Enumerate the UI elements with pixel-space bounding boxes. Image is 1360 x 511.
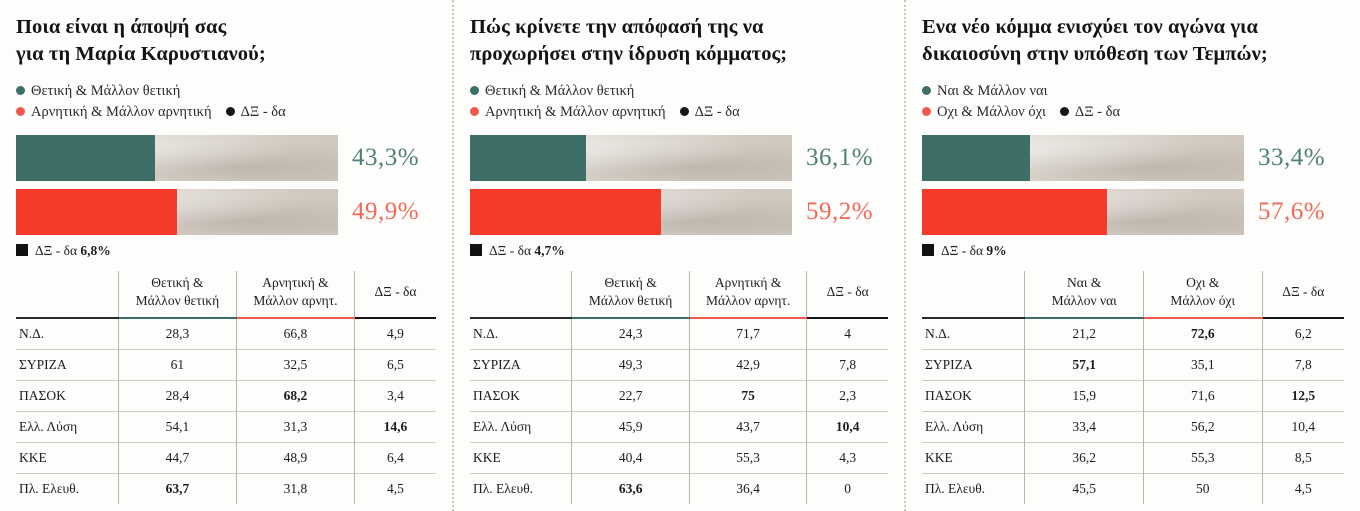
row-label: ΣΥΡΙΖΑ	[16, 350, 118, 381]
table-row	[16, 381, 436, 412]
table-header-col2-line2: Μάλλον αρνητ.	[706, 293, 791, 309]
table-row	[470, 443, 888, 474]
table-header-col1-line1: Θετική &	[151, 275, 204, 290]
dk-note	[470, 243, 888, 259]
poll-panel-1	[0, 0, 452, 511]
dk-note	[16, 243, 436, 259]
table-row	[470, 412, 888, 443]
bar-track-positive	[16, 135, 338, 181]
table-row	[470, 381, 888, 412]
row-value-2: 72,6	[1143, 318, 1262, 350]
dk-note-value: 6,8%	[80, 243, 111, 258]
legend-row-negative	[16, 102, 436, 124]
row-label: ΠΑΣΟΚ	[470, 381, 572, 412]
row-value-2: 75	[689, 381, 806, 412]
row-value-3: 4,3	[807, 443, 888, 474]
table-header-col1-line1: Ναι &	[1067, 275, 1102, 290]
table-header-col1	[118, 271, 236, 318]
table-header-col2-line2: Μάλλον όχι	[1170, 293, 1236, 309]
row-value-2: 35,1	[1143, 350, 1262, 381]
table-row	[16, 412, 436, 443]
legend-label-dk: ΔΞ - δα	[240, 104, 286, 121]
breakdown-table	[16, 271, 436, 504]
row-value-1: 45,9	[572, 412, 689, 443]
table-header-col3-line1: ΔΞ - δα	[1282, 284, 1325, 300]
bar-track-negative	[470, 189, 792, 235]
row-value-1: 15,9	[1025, 381, 1144, 412]
legend-dot-negative-icon	[470, 107, 479, 116]
dk-note-label: ΔΞ - δα	[35, 243, 78, 258]
row-value-3: 8,5	[1262, 443, 1344, 474]
row-value-1: 54,1	[118, 412, 236, 443]
panel-title	[16, 14, 436, 69]
bar-fill-negative	[470, 189, 661, 235]
bar-fill-negative	[16, 189, 177, 235]
panel-title-line1: Ενα νέο κόμμα ενισχύει τον αγώνα για	[922, 16, 1259, 38]
breakdown-table	[922, 271, 1344, 504]
table-row	[922, 474, 1344, 505]
row-label: Πλ. Ελευθ.	[922, 474, 1025, 505]
legend-dot-dk-icon	[226, 107, 235, 116]
table-header-col2	[236, 271, 354, 318]
table-header-row	[16, 271, 436, 318]
dk-note-value: 9%	[986, 243, 1007, 258]
row-value-2: 71,6	[1143, 381, 1262, 412]
row-value-3: 10,4	[807, 412, 888, 443]
row-value-3: 6,2	[1262, 318, 1344, 350]
table-row	[922, 412, 1344, 443]
dk-square-icon	[922, 244, 934, 256]
table-header-party	[922, 271, 1025, 318]
row-value-3: 6,5	[354, 350, 436, 381]
bar-track-positive	[470, 135, 792, 181]
row-value-2: 66,8	[236, 318, 354, 350]
legend-dot-positive-icon	[470, 86, 479, 95]
table-header-col1-line1: Θετική &	[604, 275, 657, 290]
row-value-3: 4,9	[354, 318, 436, 350]
row-label: Πλ. Ελευθ.	[470, 474, 572, 505]
table-header-col2-line1: Αρνητική &	[262, 275, 329, 290]
row-value-1: 28,4	[118, 381, 236, 412]
dk-note-value: 4,7%	[534, 243, 565, 258]
dk-note-label: ΔΞ - δα	[489, 243, 532, 258]
bar-chart	[470, 135, 888, 235]
panel-title-line1: Πώς κρίνετε την απόφασή της να	[470, 16, 764, 38]
row-value-2: 36,4	[689, 474, 806, 505]
table-header-col2	[1143, 271, 1262, 318]
bar-track-negative	[922, 189, 1244, 235]
legend	[16, 81, 436, 125]
legend-dot-positive-icon	[16, 86, 25, 95]
table-header-col3-line1: ΔΞ - δα	[374, 284, 417, 300]
bar-row-positive	[16, 135, 436, 181]
table-row	[16, 318, 436, 350]
legend-label-dk: ΔΞ - δα	[694, 104, 740, 121]
legend-row-negative	[470, 102, 888, 124]
row-value-3: 4	[807, 318, 888, 350]
row-value-1: 61	[118, 350, 236, 381]
bar-row-positive	[922, 135, 1344, 181]
bar-chart	[16, 135, 436, 235]
legend-dot-dk-icon	[680, 107, 689, 116]
row-value-3: 7,8	[1262, 350, 1344, 381]
table-header-party	[16, 271, 118, 318]
breakdown-table	[470, 271, 888, 504]
row-value-3: 10,4	[1262, 412, 1344, 443]
dk-square-icon	[16, 244, 28, 256]
row-value-2: 43,7	[689, 412, 806, 443]
table-header-col1	[572, 271, 689, 318]
row-value-1: 21,2	[1025, 318, 1144, 350]
table-row	[16, 350, 436, 381]
legend-label-positive: Θετική & Μάλλον θετική	[31, 82, 181, 99]
row-value-3: 0	[807, 474, 888, 505]
row-label: ΠΑΣΟΚ	[16, 381, 118, 412]
row-value-3: 4,5	[1262, 474, 1344, 505]
row-label: ΚΚΕ	[922, 443, 1025, 474]
row-value-1: 40,4	[572, 443, 689, 474]
panel-title-line2: προχωρήσει στην ίδρυση κόμματος;	[470, 43, 788, 66]
dk-note-label: ΔΞ - δα	[941, 243, 984, 258]
panel-title-line2: για τη Μαρία Καρυστιανού;	[16, 43, 266, 66]
bar-value-negative: 57,6%	[1258, 198, 1326, 225]
table-header-col2	[689, 271, 806, 318]
table-header-col3	[354, 271, 436, 318]
legend-label-positive: Θετική & Μάλλον θετική	[485, 82, 635, 99]
table-header-col2-line2: Μάλλον αρνητ.	[253, 293, 338, 309]
legend-label-negative: Οχι & Μάλλον όχι	[937, 104, 1046, 121]
bar-row-positive	[470, 135, 888, 181]
row-value-3: 2,3	[807, 381, 888, 412]
legend	[470, 81, 888, 125]
legend-label-positive: Ναι & Μάλλον ναι	[937, 82, 1048, 99]
legend-row-positive	[922, 81, 1344, 103]
row-value-2: 42,9	[689, 350, 806, 381]
row-label: ΠΑΣΟΚ	[922, 381, 1025, 412]
row-value-1: 63,6	[572, 474, 689, 505]
row-label: Ελλ. Λύση	[16, 412, 118, 443]
row-value-2: 71,7	[689, 318, 806, 350]
table-row	[470, 350, 888, 381]
bar-fill-negative	[922, 189, 1107, 235]
table-header-col1-line2: Μάλλον θετική	[588, 293, 673, 309]
bar-fill-positive	[16, 135, 155, 181]
table-header-col3	[1262, 271, 1344, 318]
panel-title-line2: δικαιοσύνη στην υπόθεση των Τεμπών;	[922, 43, 1268, 66]
row-value-2: 32,5	[236, 350, 354, 381]
row-label: Ν.Δ.	[922, 318, 1025, 350]
table-row	[16, 443, 436, 474]
row-value-1: 45,5	[1025, 474, 1144, 505]
table-header-row	[470, 271, 888, 318]
row-value-2: 56,2	[1143, 412, 1262, 443]
table-header-party	[470, 271, 572, 318]
row-value-3: 14,6	[354, 412, 436, 443]
poll-panel-3	[904, 0, 1360, 511]
row-value-1: 22,7	[572, 381, 689, 412]
legend-dot-negative-icon	[16, 107, 25, 116]
bar-row-negative	[470, 189, 888, 235]
table-header-col1-line2: Μάλλον θετική	[135, 293, 220, 309]
row-value-1: 44,7	[118, 443, 236, 474]
table-row	[922, 350, 1344, 381]
table-header-col2-line1: Αρνητική &	[714, 275, 782, 290]
row-value-2: 55,3	[689, 443, 806, 474]
table-header-col1-line2: Μάλλον ναι	[1051, 293, 1117, 309]
panel-title-line1: Ποια είναι η άποψή σας	[16, 16, 227, 38]
row-label: ΣΥΡΙΖΑ	[470, 350, 572, 381]
bar-chart	[922, 135, 1344, 235]
bar-value-negative: 59,2%	[806, 198, 874, 225]
table-row	[470, 474, 888, 505]
table-header-col3-line1: ΔΞ - δα	[826, 284, 869, 300]
row-value-1: 36,2	[1025, 443, 1144, 474]
legend	[922, 81, 1344, 125]
table-header-col2-line1: Οχι &	[1186, 275, 1220, 290]
table-header-row	[922, 271, 1344, 318]
bar-track-negative	[16, 189, 338, 235]
row-label: Ν.Δ.	[16, 318, 118, 350]
row-value-1: 57,1	[1025, 350, 1144, 381]
bar-row-negative	[16, 189, 436, 235]
bar-value-positive: 36,1%	[806, 144, 874, 171]
bar-value-positive: 43,3%	[352, 144, 420, 171]
table-row	[16, 474, 436, 505]
row-value-3: 6,4	[354, 443, 436, 474]
row-value-3: 7,8	[807, 350, 888, 381]
legend-dot-positive-icon	[922, 86, 931, 95]
row-value-2: 68,2	[236, 381, 354, 412]
table-header-col1	[1025, 271, 1144, 318]
row-value-3: 12,5	[1262, 381, 1344, 412]
legend-dot-dk-icon	[1060, 107, 1069, 116]
row-value-2: 48,9	[236, 443, 354, 474]
row-value-1: 28,3	[118, 318, 236, 350]
bar-value-positive: 33,4%	[1258, 144, 1326, 171]
row-label: ΚΚΕ	[470, 443, 572, 474]
row-label: Ελλ. Λύση	[470, 412, 572, 443]
panel-title	[470, 14, 888, 69]
bar-row-negative	[922, 189, 1344, 235]
row-label: ΣΥΡΙΖΑ	[922, 350, 1025, 381]
bar-value-negative: 49,9%	[352, 198, 420, 225]
row-label: Πλ. Ελευθ.	[16, 474, 118, 505]
dk-note	[922, 243, 1344, 259]
legend-label-negative: Αρνητική & Μάλλον αρνητική	[31, 104, 212, 121]
bar-fill-positive	[922, 135, 1030, 181]
table-row	[922, 318, 1344, 350]
legend-row-positive	[16, 81, 436, 103]
row-value-2: 31,3	[236, 412, 354, 443]
table-row	[922, 443, 1344, 474]
row-label: ΚΚΕ	[16, 443, 118, 474]
row-value-2: 50	[1143, 474, 1262, 505]
table-row	[470, 318, 888, 350]
legend-label-negative: Αρνητική & Μάλλον αρνητική	[485, 104, 666, 121]
legend-row-negative	[922, 102, 1344, 124]
table-header-col3	[807, 271, 888, 318]
panel-title	[922, 14, 1342, 69]
row-value-2: 31,8	[236, 474, 354, 505]
row-label: Ελλ. Λύση	[922, 412, 1025, 443]
bar-track-positive	[922, 135, 1244, 181]
legend-label-dk: ΔΞ - δα	[1074, 104, 1121, 121]
row-value-2: 55,3	[1143, 443, 1262, 474]
dk-square-icon	[470, 244, 482, 256]
row-value-1: 24,3	[572, 318, 689, 350]
poll-panel-2	[452, 0, 904, 511]
table-row	[922, 381, 1344, 412]
row-value-3: 3,4	[354, 381, 436, 412]
row-value-3: 4,5	[354, 474, 436, 505]
row-value-1: 63,7	[118, 474, 236, 505]
legend-dot-negative-icon	[922, 107, 931, 116]
row-value-1: 33,4	[1025, 412, 1144, 443]
row-value-1: 49,3	[572, 350, 689, 381]
legend-row-positive	[470, 81, 888, 103]
bar-fill-positive	[470, 135, 586, 181]
row-label: Ν.Δ.	[470, 318, 572, 350]
